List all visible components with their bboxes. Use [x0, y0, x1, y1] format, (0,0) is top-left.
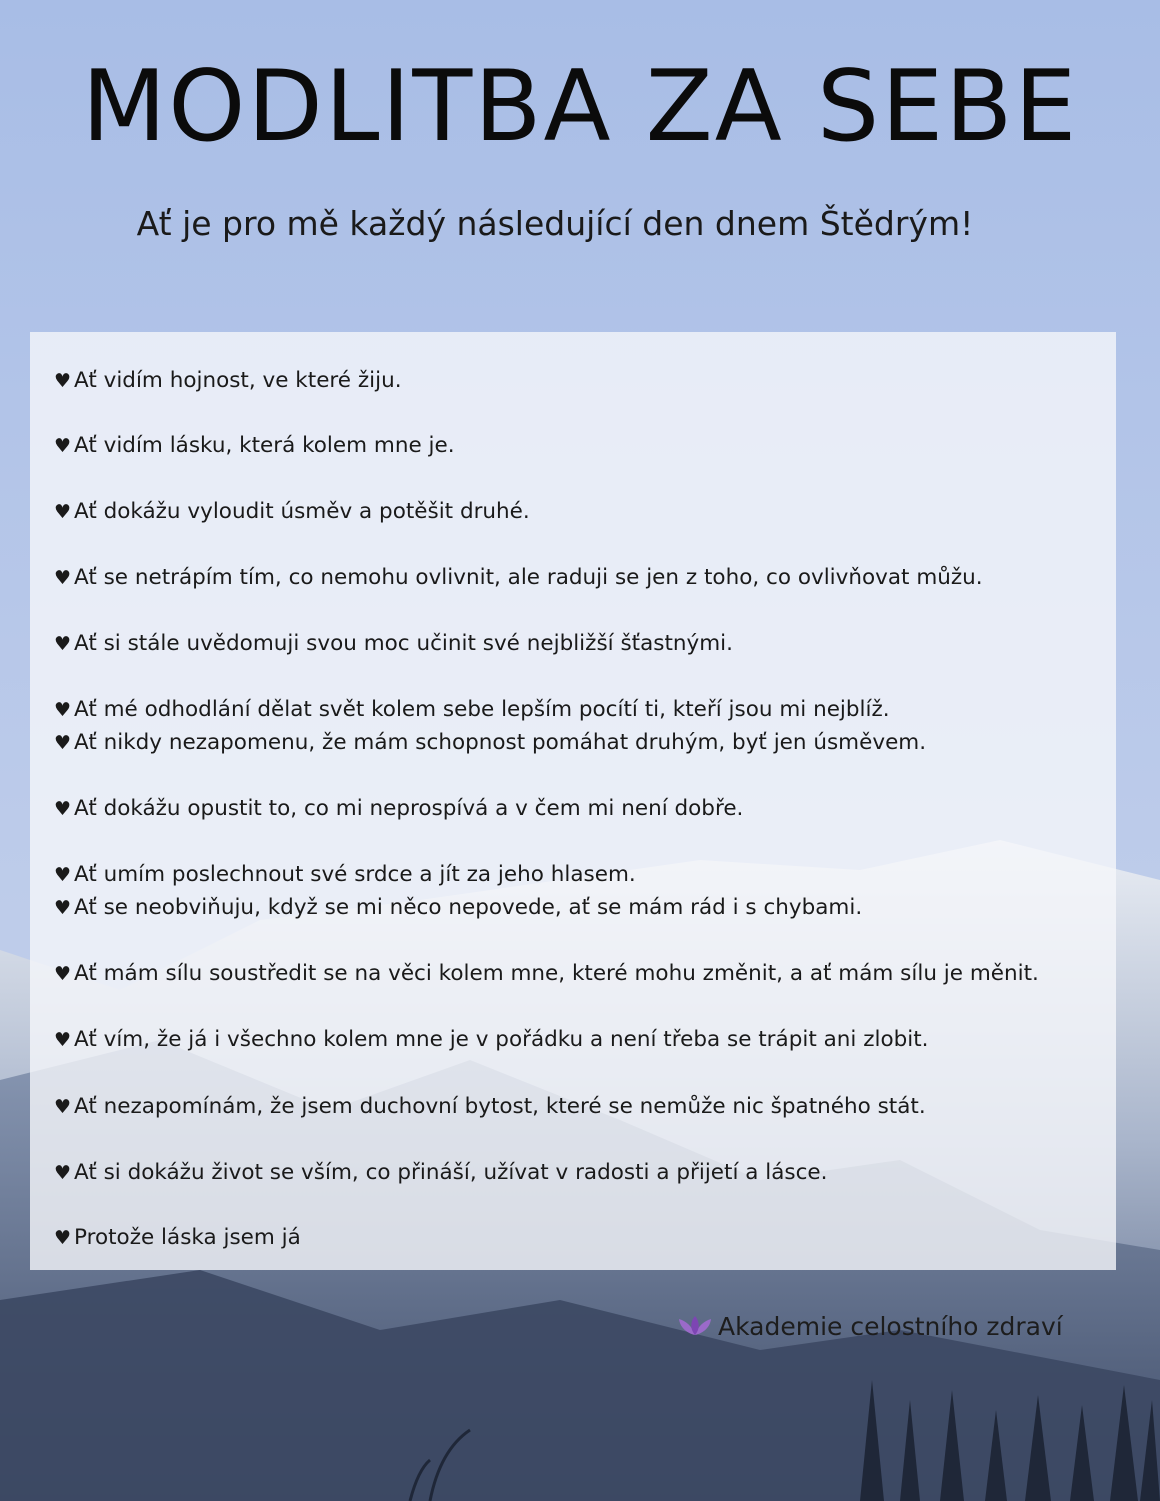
heart-icon: ♥	[54, 864, 72, 886]
lotus-icon	[676, 1315, 714, 1337]
list-item-text: Ať se netrápím tím, co nemohu ovlivnit, ale raduji se jen z toho, co ovlivňovat můžu.	[74, 565, 983, 590]
list-item	[54, 1090, 926, 1124]
list-item-text: Ať se neobviňuju, když se mi něco nepovede, ať se mám rád i s chybami.	[74, 895, 863, 920]
list-item	[54, 561, 983, 595]
page-subtitle: Ať je pro mě každý následující den dnem Štědrým!	[136, 204, 974, 243]
heart-icon: ♥	[54, 370, 72, 392]
list-item-text: Ať vidím lásku, která kolem mne je.	[74, 433, 455, 458]
heart-icon: ♥	[54, 1096, 72, 1118]
list-item	[54, 726, 926, 760]
heart-icon: ♥	[54, 567, 72, 589]
heart-icon: ♥	[54, 501, 72, 523]
heart-icon: ♥	[54, 1029, 72, 1051]
list-item-text: Ať mé odhodlání dělat svět kolem sebe lepším pocítí ti, kteří jsou mi nejblíž.	[74, 697, 890, 722]
list-item-text: Ať si dokážu život se vším, co přináší, užívat v radosti a přijetí a lásce.	[74, 1160, 828, 1185]
list-item-text: Ať dokážu opustit to, co mi neprospívá a v čem mi není dobře.	[74, 796, 744, 821]
list-item-text: Ať vím, že já i všechno kolem mne je v pořádku a není třeba se trápit ani zlobit.	[74, 1027, 929, 1052]
list-item	[54, 858, 636, 892]
list-item-text: Ať nezapomínám, že jsem duchovní bytost, které se nemůže nic špatného stát.	[74, 1094, 926, 1119]
heart-icon: ♥	[54, 435, 72, 457]
list-item	[54, 792, 743, 826]
list-item-text: Ať vidím hojnost, ve které žiju.	[74, 368, 402, 393]
list-item	[54, 364, 402, 398]
page-title: MODLITBA ZA SEBE	[81, 50, 1079, 164]
heart-icon: ♥	[54, 963, 72, 985]
list-item-text: Ať mám sílu soustředit se na věci kolem mne, které mohu změnit, a ať mám sílu je měnit.	[74, 961, 1039, 986]
list-item	[54, 891, 862, 925]
heart-icon: ♥	[54, 798, 72, 820]
list-item-text: Ať si stále uvědomuji svou moc učinit své nejbližší šťastnými.	[74, 631, 733, 656]
list-item	[54, 1221, 301, 1255]
prayer-panel	[30, 332, 1116, 1270]
list-item	[54, 627, 733, 661]
list-item	[54, 1023, 929, 1057]
heart-icon: ♥	[54, 1162, 72, 1184]
heart-icon: ♥	[54, 1227, 72, 1249]
list-item-text: Ať dokážu vyloudit úsměv a potěšit druhé.	[74, 499, 530, 524]
heart-icon: ♥	[54, 732, 72, 754]
list-item	[54, 693, 890, 727]
list-item	[54, 429, 455, 463]
list-item-text: Ať umím poslechnout své srdce a jít za jeho hlasem.	[74, 862, 636, 887]
list-item	[54, 1156, 828, 1190]
list-item-text: Ať nikdy nezapomenu, že mám schopnost pomáhat druhým, byť jen úsměvem.	[74, 730, 927, 755]
heart-icon: ♥	[54, 897, 72, 919]
list-item	[54, 957, 1039, 991]
brand-name: Akademie celostního zdraví	[718, 1311, 1063, 1341]
heart-icon: ♥	[54, 699, 72, 721]
brand-footer	[676, 1306, 1063, 1346]
heart-icon: ♥	[54, 633, 72, 655]
list-item	[54, 495, 530, 529]
list-item-text: Protože láska jsem já	[74, 1225, 301, 1250]
